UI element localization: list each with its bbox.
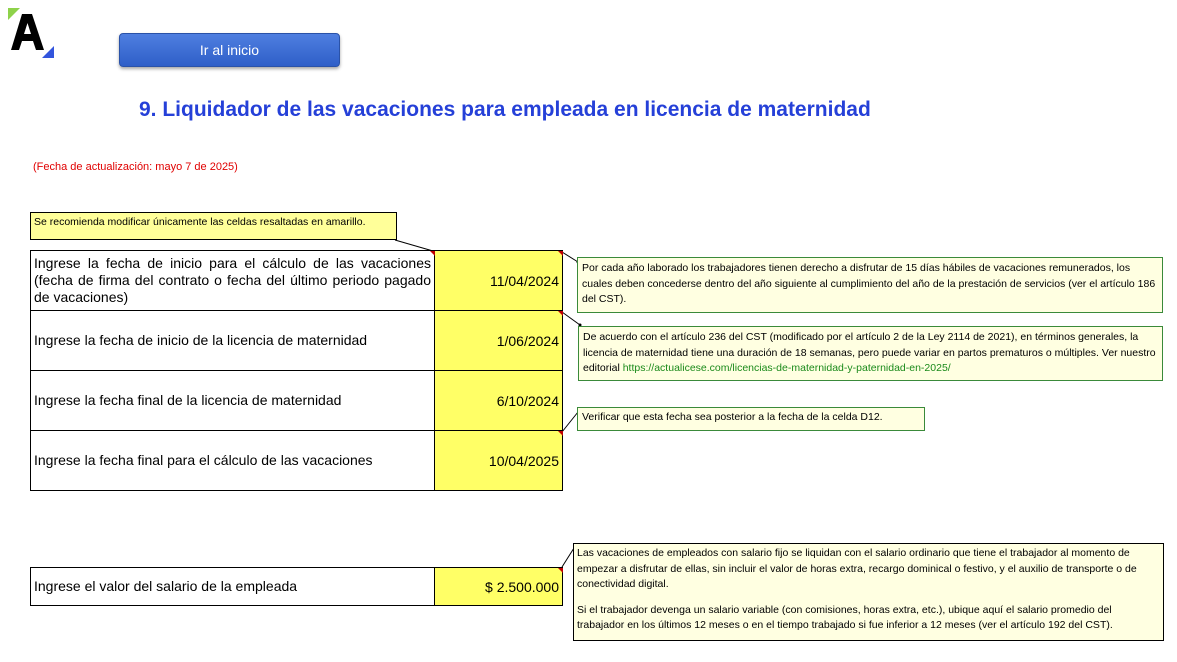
maternity-end-input[interactable]: 6/10/2024 <box>435 371 562 430</box>
editorial-link[interactable]: https://actualicese.com/licencias-de-maternidad-y-paternidad-en-2025/ <box>622 362 951 374</box>
comment-marker-icon <box>558 251 563 256</box>
start-date-label: Ingrese la fecha de inicio para el cálculo de las vacaciones (fecha de firma del contrato o fecha del último periodo pagado de vacaciones) <box>31 251 435 310</box>
recommendation-note: Se recomienda modificar únicamente las celdas resaltadas en amarillo. <box>30 212 397 240</box>
salary-input[interactable]: $ 2.500.000 <box>435 568 562 605</box>
table-row <box>30 370 563 431</box>
salary-note-fixed: Las vacaciones de empleados con salario fijo se liquidan con el salario ordinario que tiene el trabajador al momento de empezar a disfrutar de ellas, sin incluir el valor de horas extra, recargo dominical o festivo, y el auxilio de transporte o de conectividad digital. <box>577 547 1137 590</box>
maternity-end-label: Ingrese la fecha final de la licencia de maternidad <box>31 371 435 430</box>
table-row <box>30 567 563 606</box>
comment-marker-icon <box>558 568 563 573</box>
update-date-text: (Fecha de actualización: mayo 7 de 2025) <box>33 161 238 173</box>
comment-marker-icon <box>430 251 435 256</box>
table-row <box>30 310 563 371</box>
salary-note <box>573 543 1164 641</box>
start-date-input[interactable]: 11/04/2024 <box>435 251 562 310</box>
table-row <box>30 430 563 491</box>
comment-marker-icon <box>558 431 563 436</box>
vacation-days-note: Por cada año laborado los trabajadores tienen derecho a disfrutar de 15 días hábiles de vacaciones remunerados, los cuales deben concederse dentro del año siguiente al cumplimiento del año de la prestación de servicios (ver el artículo 186 del CST). <box>577 257 1163 313</box>
maternity-start-label: Ingrese la fecha de inicio de la licencia de maternidad <box>31 311 435 370</box>
vacation-end-input[interactable]: 10/04/2025 <box>435 431 562 490</box>
maternity-note-text: De acuerdo con el artículo 236 del CST (modificado por el artículo 2 de la Ley 2114 de 2021), en términos generales, la licencia de maternidad tiene una duración de 18 semanas, pero puede variar en partos prematuros o múltiples. Ver nuestro editorial <box>583 331 1156 374</box>
go-home-button[interactable]: Ir al inicio <box>119 33 340 67</box>
page-title: 9. Liquidador de las vacaciones para empleada en licencia de maternidad <box>139 98 871 121</box>
salary-label: Ingrese el valor del salario de la empleada <box>31 568 435 605</box>
table-row <box>30 250 563 311</box>
maternity-duration-note <box>578 326 1163 381</box>
maternity-start-input[interactable]: 1/06/2024 <box>435 311 562 370</box>
salary-note-variable: Si el trabajador devenga un salario variable (con comisiones, horas extra, etc.), ubique aquí el salario promedio del trabajador en los últimos 12 meses o en el tiempo trabajado si fue inferior a 12 meses (ver el artículo 192 del CST). <box>577 603 1113 631</box>
vacation-end-label: Ingrese la fecha final para el cálculo de las vacaciones <box>31 431 435 490</box>
comment-marker-icon <box>558 311 563 316</box>
actualicese-logo-icon <box>8 8 56 60</box>
verify-date-note: Verificar que esta fecha sea posterior a la fecha de la celda D12. <box>577 407 925 431</box>
